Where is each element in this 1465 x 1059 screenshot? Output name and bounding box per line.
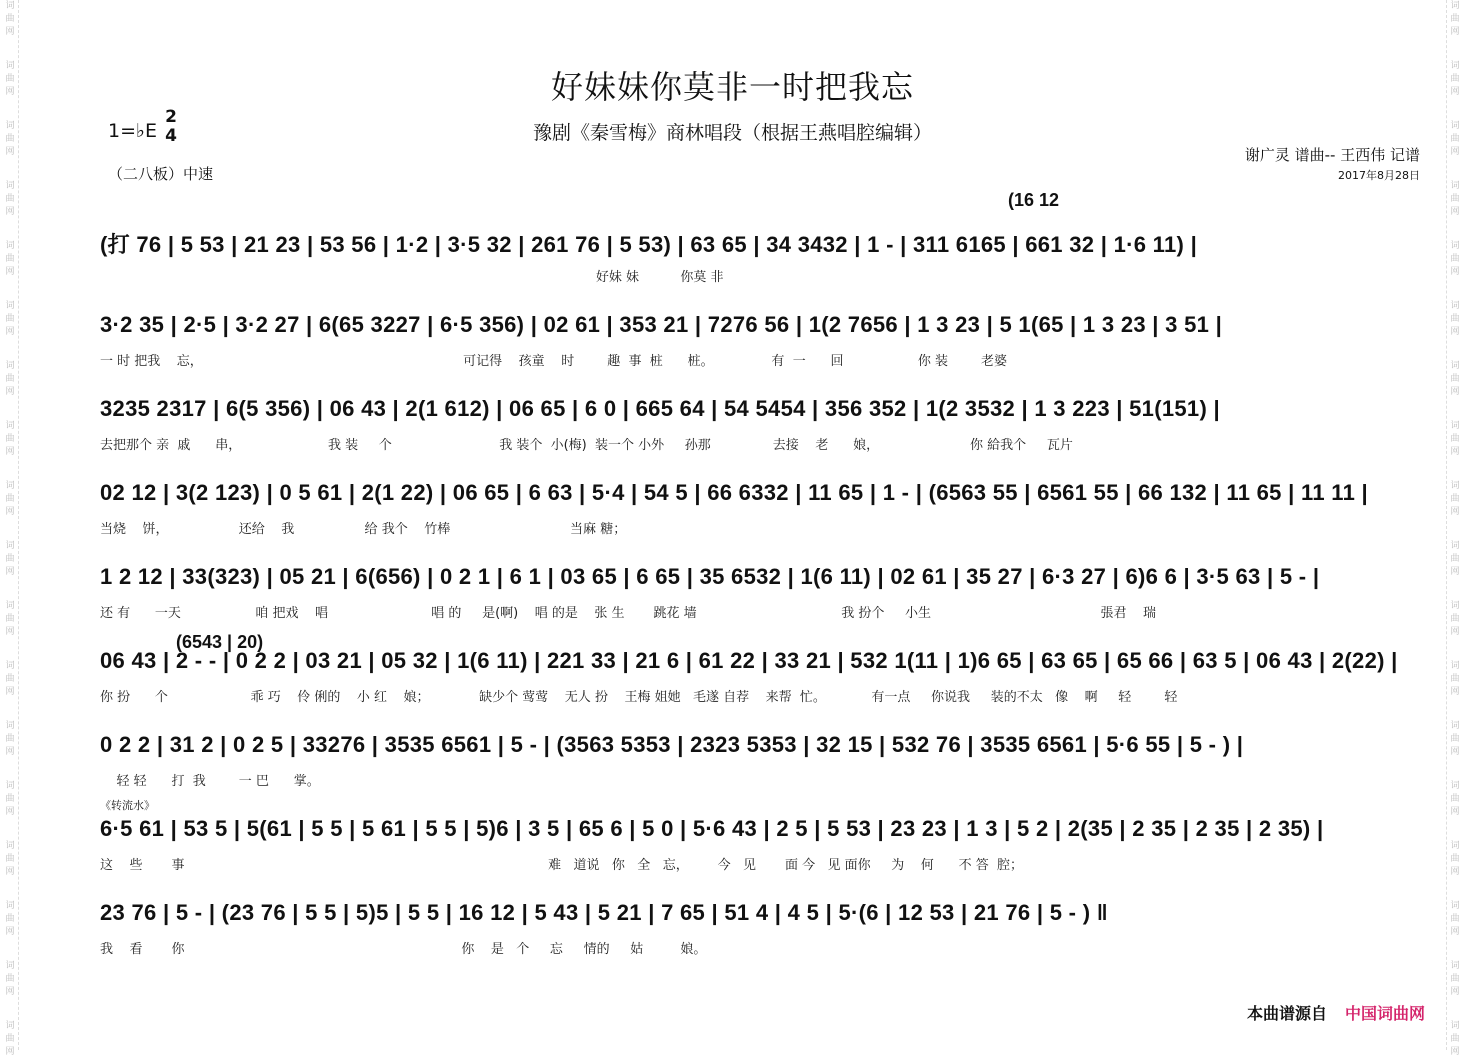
notation-line-7: 0 2 2 | 31 2 | 0 2 5 | 33276 | 3535 6561 | 5 - | (3563 5353 | 2323 5353 | 32 15 | 532 76 | 3535 6561 | 5·6 55 | 5 - ) | [100, 732, 1244, 757]
site-link[interactable]: 中国词曲网 [1344, 1004, 1425, 1023]
source-credit [1247, 1001, 1425, 1024]
watermark-char: 曲 [1450, 974, 1460, 984]
watermark-char: 词 [1450, 1, 1460, 11]
watermark-char: 曲 [5, 794, 15, 804]
watermark-char: 网 [5, 147, 15, 157]
watermark-char: 词 [5, 901, 15, 911]
watermark-char: 曲 [5, 194, 15, 204]
watermark-char: 词 [1450, 421, 1460, 431]
watermark-char: 曲 [5, 674, 15, 684]
watermark-char: 词 [1450, 901, 1460, 911]
watermark-char: 词 [1450, 301, 1460, 311]
lyrics-line-5: 还 有 一天 咱 把戏 唱 唱 的 是(啊) 唱 的是 张 生 跳花 墙 我 扮个 小生 張君 瑞 [100, 606, 1156, 621]
watermark-char: 网 [5, 387, 15, 397]
watermark-char: 网 [5, 267, 15, 277]
watermark-char: 曲 [1450, 734, 1460, 744]
watermark-char: 词 [1450, 1021, 1460, 1031]
watermark-char: 曲 [5, 434, 15, 444]
lyrics-line-9: 我 看 你 你 是 个 忘 情的 姑 娘。 [100, 942, 707, 957]
watermark-char: 网 [1450, 867, 1460, 877]
watermark-char: 曲 [5, 374, 15, 384]
watermark-char: 词 [1450, 721, 1460, 731]
watermark-char: 词 [5, 721, 15, 731]
watermark-char: 网 [5, 987, 15, 997]
notation-line-5: 1 2 12 | 33(323) | 05 21 | 6(656) | 0 2 1 | 6 1 | 03 65 | 6 65 | 35 6532 | 1(6 11) | 02 61 | 35 27 | 6·3 27 | 6)6 6 | 3·5 63 | 5 - | [100, 564, 1320, 589]
watermark-char: 网 [1450, 987, 1460, 997]
watermark-char: 曲 [1450, 554, 1460, 564]
watermark-char: 网 [5, 207, 15, 217]
score-date: 2017年8月28日 [1338, 169, 1420, 182]
watermark-char: 词 [5, 301, 15, 311]
watermark-char: 网 [5, 747, 15, 757]
watermark-char: 网 [5, 867, 15, 877]
watermark-char: 词 [5, 481, 15, 491]
notation-line-6: 06 43 | 2 - - | 0 2 2 | 03 21 | 05 32 | 1(6 11) | 221 33 | 21 6 | 61 22 | 33 21 | 532 1(11 | 1)6 65 | 63 65 | 65 66 | 63 5 | 06 43 | 2(22) | [100, 648, 1398, 673]
watermark-char: 词 [1450, 841, 1460, 851]
watermark-char: 曲 [1450, 374, 1460, 384]
watermark-char: 曲 [5, 734, 15, 744]
notation-line-3: 3235 2317 | 6(5 356) | 06 43 | 2(1 612) | 06 65 | 6 0 | 665 64 | 54 5454 | 356 352 | 1(2 3532 | 1 3 223 | 51(151) | [100, 396, 1220, 421]
watermark-char: 曲 [5, 254, 15, 264]
watermark-char: 网 [1450, 267, 1460, 277]
watermark-char: 词 [5, 541, 15, 551]
lyrics-line-4: 当烧 饼， 还给 我 给 我个 竹棒 当麻 糖； [100, 522, 627, 537]
watermark-char: 曲 [5, 914, 15, 924]
watermark-left [2, 0, 19, 1057]
watermark-char: 曲 [1450, 14, 1460, 24]
watermark-char: 词 [5, 1021, 15, 1031]
tempo-marking: （二八板）中速 [108, 165, 214, 183]
composer-credits: 谢广灵 谱曲-- 王西伟 记谱 [1244, 146, 1420, 164]
watermark-char: 曲 [1450, 914, 1460, 924]
watermark-char: 网 [1450, 387, 1460, 397]
watermark-char: 曲 [1450, 494, 1460, 504]
watermark-char: 词 [5, 781, 15, 791]
watermark-char: 网 [1450, 927, 1460, 937]
watermark-char: 曲 [5, 134, 15, 144]
watermark-char: 词 [1450, 61, 1460, 71]
lyrics-line-1: 好妹 妹 你莫 非 [100, 270, 724, 285]
annotation-tempo-change: 《转流水》 [100, 799, 155, 812]
watermark-char: 词 [1450, 961, 1460, 971]
watermark-char: 网 [5, 807, 15, 817]
watermark-char: 曲 [1450, 134, 1460, 144]
watermark-char: 曲 [5, 1034, 15, 1044]
watermark-char: 曲 [5, 614, 15, 624]
watermark-char: 词 [5, 961, 15, 971]
watermark-char: 曲 [5, 314, 15, 324]
watermark-char: 曲 [1450, 254, 1460, 264]
watermark-char: 词 [1450, 661, 1460, 671]
watermark-char: 词 [1450, 601, 1460, 611]
watermark-char: 网 [5, 447, 15, 457]
notation-line-2: 3·2 35 | 2·5 | 3·2 27 | 6(65 3227 | 6·5 356) | 02 61 | 353 21 | 7276 56 | 1(2 7656 | 1 3 23 | 5 1(65 | 1 3 23 | 3 51 | [100, 312, 1223, 337]
watermark-char: 曲 [1450, 794, 1460, 804]
watermark-char: 网 [1450, 687, 1460, 697]
lyrics-line-2: 一 时 把我 忘， 可记得 孩童 时 趣 事 桩 桩。 有 一 回 你 装 老婆 [100, 354, 1008, 369]
watermark-char: 词 [1450, 121, 1460, 131]
watermark-char: 曲 [5, 494, 15, 504]
song-title: 好妹妹你莫非一时把我忘 [550, 68, 914, 106]
watermark-char: 网 [1450, 567, 1460, 577]
watermark-char: 网 [1450, 27, 1460, 37]
watermark-char: 曲 [1450, 314, 1460, 324]
source-label: 本曲谱源自 [1246, 1004, 1327, 1023]
watermark-char: 网 [5, 567, 15, 577]
watermark-char: 词 [5, 361, 15, 371]
watermark-char: 网 [1450, 807, 1460, 817]
lyrics-line-8: 这 些 事 难 道说 你 全 忘， 今 见 面 今 见 面你 为 何 不 答 腔； [100, 858, 1023, 873]
watermark-char: 词 [5, 841, 15, 851]
watermark-char: 曲 [5, 974, 15, 984]
watermark-char: 词 [5, 61, 15, 71]
watermark-char: 网 [1450, 627, 1460, 637]
watermark-char: 词 [1450, 781, 1460, 791]
watermark-char: 词 [5, 181, 15, 191]
watermark-char: 曲 [5, 554, 15, 564]
watermark-char: 曲 [5, 74, 15, 84]
watermark-char: 网 [1450, 1047, 1460, 1057]
watermark-char: 网 [1450, 87, 1460, 97]
watermark-char: 网 [1450, 207, 1460, 217]
watermark-char: 词 [5, 241, 15, 251]
watermark-char: 曲 [1450, 434, 1460, 444]
watermark-char: 网 [1450, 327, 1460, 337]
watermark-char: 词 [5, 121, 15, 131]
watermark-char: 词 [5, 661, 15, 671]
watermark-char: 网 [1450, 447, 1460, 457]
lyrics-line-3: 去把那个 亲 戚 串， 我 装 个 我 装个 小(梅) 装一个 小外 孙那 去接 老 娘， 你 給我个 瓦片 [100, 438, 1073, 453]
annotation-interlude: (6543 | 20) [176, 632, 264, 652]
watermark-char: 网 [1450, 747, 1460, 757]
watermark-char: 网 [5, 687, 15, 697]
key-signature: 1=♭E [108, 120, 157, 142]
watermark-char: 网 [5, 27, 15, 37]
watermark-char: 曲 [5, 854, 15, 864]
notation-line-9: 23 76 | 5 - | (23 76 | 5 5 | 5)5 | 5 5 | 16 12 | 5 43 | 5 21 | 7 65 | 51 4 | 4 5 | 5·(6 | 12 53 | 21 76 | 5 - ) ‖ [100, 900, 1108, 925]
watermark-char: 词 [5, 601, 15, 611]
watermark-char: 词 [5, 1, 15, 11]
lyrics-line-6: 你 扮 个 乖 巧 伶 俐的 小 红 娘； 缺少个 莺莺 无人 扮 王梅 姐她 毛遂 自荐 来帮 忙。 有一点 你说我 装的不太 像 啊 轻 轻 [100, 690, 1178, 705]
watermark-char: 网 [1450, 147, 1460, 157]
watermark-char: 网 [5, 507, 15, 517]
watermark-char: 曲 [1450, 74, 1460, 84]
lyrics-line-7: 轻 轻 打 我 一 巴 掌。 [100, 774, 320, 789]
watermark-char: 曲 [1450, 854, 1460, 864]
watermark-char: 曲 [1450, 674, 1460, 684]
watermark-char: 词 [1450, 241, 1460, 251]
watermark-char: 曲 [1450, 614, 1460, 624]
notation-line-8: 6·5 61 | 53 5 | 5(61 | 5 5 | 5 61 | 5 5 | 5)6 | 3 5 | 65 6 | 5 0 | 5·6 43 | 2 5 | 5 53 | 23 23 | 1 3 | 5 2 | 2(35 | 2 35 | 2 35 | 2 35) | [100, 816, 1324, 841]
watermark-char: 网 [5, 87, 15, 97]
time-signature-top: 2 [165, 107, 177, 127]
watermark-char: 词 [5, 421, 15, 431]
watermark-char: 网 [5, 327, 15, 337]
watermark-char: 网 [5, 927, 15, 937]
time-signature [162, 108, 180, 146]
watermark-char: 曲 [1450, 194, 1460, 204]
time-signature-bottom: 4 [165, 126, 177, 146]
watermark-char: 词 [1450, 181, 1460, 191]
watermark-char: 网 [1450, 507, 1460, 517]
song-subtitle: 豫剧《秦雪梅》商林唱段（根据王燕唱腔编辑） [532, 122, 932, 144]
watermark-char: 词 [1450, 361, 1460, 371]
notation-line-1: (打 76 | 5 53 | 21 23 | 53 56 | 1·2 | 3·5 32 | 261 76 | 5 53) | 63 65 | 34 3432 | 1 - | 311 6165 | 661 32 | 1·6 11) | [100, 232, 1198, 257]
annotation-intro: (16 12 [1008, 190, 1060, 210]
notation-line-4: 02 12 | 3(2 123) | 0 5 61 | 2(1 22) | 06 65 | 6 63 | 5·4 | 54 5 | 66 6332 | 11 65 | 1 - | (6563 55 | 6561 55 | 66 132 | 11 65 | 11 11 | [100, 480, 1368, 505]
watermark-char: 词 [1450, 541, 1460, 551]
watermark-char: 词 [1450, 481, 1460, 491]
watermark-right [1446, 0, 1463, 1057]
watermark-char: 曲 [5, 14, 15, 24]
watermark-char: 网 [5, 627, 15, 637]
watermark-char: 网 [5, 1047, 15, 1057]
watermark-char: 曲 [1450, 1034, 1460, 1044]
